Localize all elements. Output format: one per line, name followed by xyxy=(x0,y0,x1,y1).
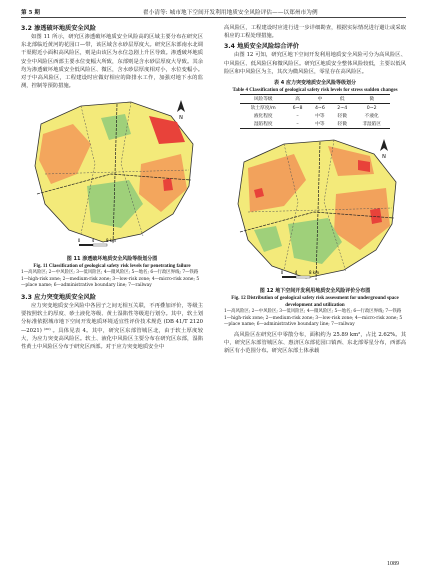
figure-11-caption-en: Fig. 11 Classification of geological safety risk levels for penetrating failure xyxy=(33,264,191,270)
table-cell: – xyxy=(286,120,308,129)
section-3-4-heading: 3.4 地质安全风险综合评价 xyxy=(224,43,299,51)
table-cell: 2~4 xyxy=(337,105,348,111)
figure-12-map xyxy=(224,134,406,284)
table-row xyxy=(240,120,390,129)
table-header: 高 xyxy=(286,95,308,104)
continued-paragraph: 高风险区，工程建设时应进行进一步详细勘查，根据实际情况进行避让或采取相应的工程处理措施。 xyxy=(224,25,406,40)
table-cell: 中等 xyxy=(315,114,325,120)
section-3-3-paragraph: 应力突变地质安全风险中各因子之间无相互关联，不再叠加评价，等级主要按照软土的厚度、砂土液化等级、黄土湿陷性等级进行划分。其中，软土划分标准依据城市地下空间开发地质环境适宜性评价技术规范 (DB 41/T 2120—2021) ⁽²⁰⁾ 。具体见表 4。其中，研究区东部管城区北，由于软土厚度较大，为应力突变高风险区。软土、液化中风险区主要分布在研究区东部，湿陷性黄土中风险区分布于研究区西部。对于应力突变地质安全中 xyxy=(21,302,203,350)
figure-11-caption-cn: 图 11 渗透破坏地质安全风险等级划分图 xyxy=(66,256,158,263)
running-header xyxy=(21,7,406,18)
figure-11-map xyxy=(21,94,203,252)
section-3-4-paragraph: 由图 12 可知，研究区地下空间开发利用地质安全风险可分为高风险区、中风险区、低风险区和微风险区。研究区地质安全整体风险较低，主要以低风险区和中风险区为主，其次为微风险区，零星存在高风险区。 xyxy=(224,52,406,75)
table-4 xyxy=(224,80,406,129)
scale-label-8: 8 km xyxy=(105,238,117,244)
table-cell: 非湿陷区 xyxy=(353,120,390,129)
issue-number: 第 5 期 xyxy=(21,10,40,16)
table-header: 微 xyxy=(353,95,390,104)
table-cell: 轻微 xyxy=(337,114,347,120)
table-header: 风险等级 xyxy=(240,95,286,104)
section-3-2-paragraph: 如图 11 所示，研究区渗透破坏地质安全风险高的区域主要分布在研究区东北部临近黄河的花园口—带，该区域含水砂层厚度大。研究区东部南水北调干渠附近小面积高风险区，则是由该区为水位急剧上升区导致。渗透破坏地质安全中风险区西部主要水位变幅大所致，东部则是含水砂层厚度大导致。其余均为渗透破坏地质安全低风险区、微区，含水砂层厚度相对小，水位变幅小。对于中高风险区，工程建设时应做好相应的降排水工作，加强对地下水的监测，控制等预防措施。 xyxy=(21,34,203,90)
figure-12 xyxy=(224,134,406,329)
scale-label-0: 0 xyxy=(77,238,81,244)
table-cell: 中等 xyxy=(309,120,331,129)
running-title: 翟小清等: 城市地下空间开发利用地质安全风险评估——以郑州市为例 xyxy=(143,10,318,16)
table-header: 低 xyxy=(331,95,353,104)
table-cell: 0~2 xyxy=(366,105,377,111)
scale-label-4: 4 xyxy=(294,270,298,276)
scale-label-8: 8 km xyxy=(308,270,320,276)
scale-label-0: 0 xyxy=(280,270,284,276)
right-column xyxy=(224,24,406,355)
north-label: N xyxy=(179,115,183,122)
scale-label-4: 4 xyxy=(91,238,95,244)
figure-12-caption-cn: 图 12 地下空间开发利用地质安全风险评价分布图 xyxy=(259,288,371,295)
figure-12-legend-cn: 1—高风险区; 2—中风险区; 3—低风险区; 4—微风险区; 5—地名; 6—行政区界线; 7—铁路 xyxy=(224,309,402,315)
table-header: 中 xyxy=(309,95,331,104)
table-4-caption-en: Table 4 Classification of geological safety risk levels for stress sudden changes xyxy=(232,88,398,94)
table-cell: 软土厚度/m xyxy=(250,106,276,112)
section-3-2-heading: 3.2 渗透破坏地质安全风险 xyxy=(21,25,96,32)
north-label: N xyxy=(382,154,386,161)
table-cell: – xyxy=(296,113,299,119)
table-row xyxy=(240,104,390,113)
table-row xyxy=(240,112,390,120)
table-cell: 轻微 xyxy=(331,120,353,129)
figure-11-legend-en: 1—high-risk zone; 2—medium-risk zone; 3—low-risk zone; 4—micro-risk zone; 5—place name; 6—administrative boundary line; 7—railway xyxy=(21,276,200,289)
final-paragraph: 高风险区在研究区中零散分布，面积约为 25.89 km²，占比 2.62%。其中，研究区东部管城区东、惠济区东部花园口镇西、东北部零星分布，西部高新区有小范围分布。研究区东部土体承载 xyxy=(224,331,406,354)
high-risk-zone xyxy=(358,160,370,172)
table-cell: 4~6 xyxy=(314,105,325,111)
figure-12-legend-en: 1—high-risk zone; 2—medium-risk zone; 3—low-risk zone; 4—micro-risk zone; 5—place name; 6—administrative boundary line; 7—railway xyxy=(224,315,403,328)
figure-11 xyxy=(21,94,203,290)
page-number: 1089 xyxy=(387,561,399,567)
risk-level-table xyxy=(240,94,390,129)
left-column xyxy=(21,24,203,351)
section-3-3-heading: 3.3 应力突变地质安全风险 xyxy=(21,293,96,301)
table-cell: 不液化 xyxy=(364,114,379,120)
table-cell: 6~8 xyxy=(292,105,303,111)
figure-11-legend-cn: 1—高风险区; 2—中风险区; 3—低风险区; 4—微风险区; 5—地名; 6—行政区界线; 7—铁路 xyxy=(21,270,199,276)
figure-12-caption-en: Fig. 12 Distribution of geological safety risk assessment for underground space development and utilization xyxy=(231,296,399,309)
table-4-caption-cn: 表 4 应力突变地质安全风险等级划分 xyxy=(274,80,356,87)
table-cell: 液化程度 xyxy=(253,114,273,120)
table-cell: 湿陷程度 xyxy=(240,120,286,129)
